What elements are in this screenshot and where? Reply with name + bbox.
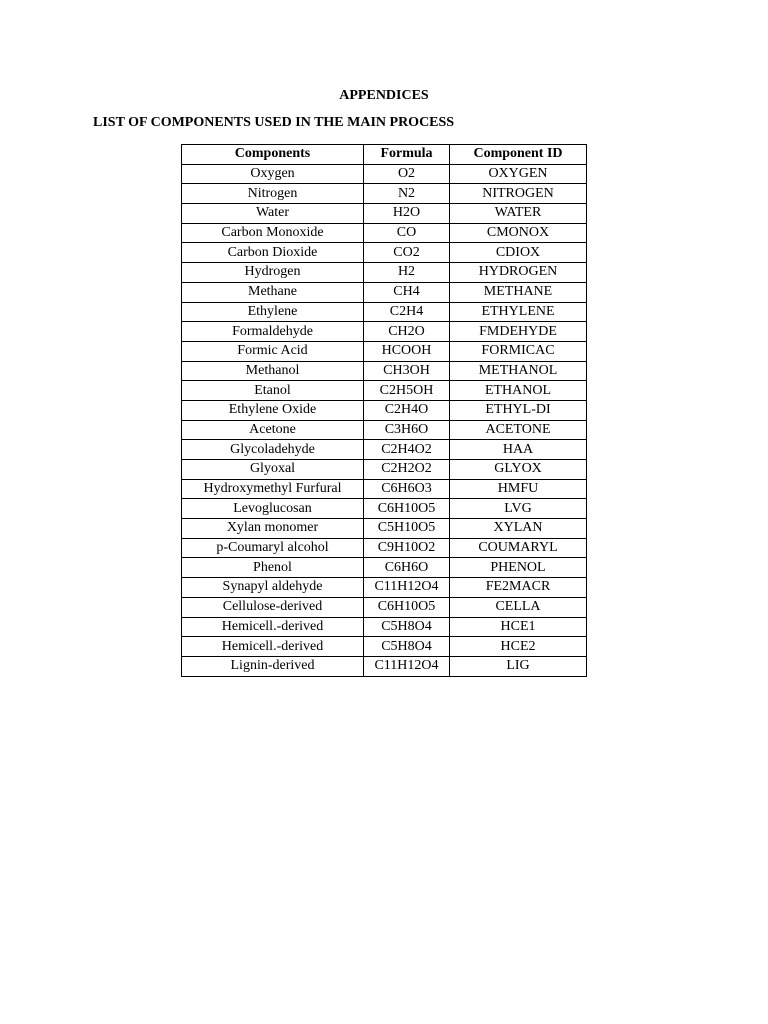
- formula-cell: H2O: [364, 204, 450, 224]
- table-row: [182, 223, 587, 243]
- formula-cell: C9H10O2: [364, 538, 450, 558]
- component-id-cell: ETHYL-DI: [450, 400, 587, 420]
- formula-cell: C11H12O4: [364, 656, 450, 676]
- table-row: [182, 164, 587, 184]
- formula-cell: C5H8O4: [364, 637, 450, 657]
- component-id-cell: GLYOX: [450, 460, 587, 480]
- table-row: [182, 538, 587, 558]
- table-row: [182, 460, 587, 480]
- table-header-row: [182, 145, 587, 165]
- table-row: [182, 322, 587, 342]
- table-row: [182, 578, 587, 598]
- formula-cell: C5H10O5: [364, 519, 450, 539]
- component-name-cell: Formic Acid: [182, 341, 364, 361]
- table-row: [182, 479, 587, 499]
- table-row: [182, 341, 587, 361]
- component-id-cell: FORMICAC: [450, 341, 587, 361]
- component-name-cell: p-Coumaryl alcohol: [182, 538, 364, 558]
- component-id-cell: ETHANOL: [450, 381, 587, 401]
- component-name-cell: Hydrogen: [182, 263, 364, 283]
- component-id-cell: FE2MACR: [450, 578, 587, 598]
- formula-cell: C2H2O2: [364, 460, 450, 480]
- formula-cell: H2: [364, 263, 450, 283]
- components-table: [181, 144, 587, 677]
- component-id-cell: CELLA: [450, 597, 587, 617]
- formula-cell: C3H6O: [364, 420, 450, 440]
- component-id-cell: NITROGEN: [450, 184, 587, 204]
- column-header-formula: Formula: [364, 145, 450, 165]
- component-name-cell: Xylan monomer: [182, 519, 364, 539]
- table-row: [182, 420, 587, 440]
- component-name-cell: Glycoladehyde: [182, 440, 364, 460]
- component-name-cell: Cellulose-derived: [182, 597, 364, 617]
- component-id-cell: OXYGEN: [450, 164, 587, 184]
- table-row: [182, 204, 587, 224]
- formula-cell: C5H8O4: [364, 617, 450, 637]
- component-id-cell: HCE2: [450, 637, 587, 657]
- formula-cell: C2H4O: [364, 400, 450, 420]
- table-row: [182, 400, 587, 420]
- component-name-cell: Hemicell.-derived: [182, 617, 364, 637]
- column-header-components: Components: [182, 145, 364, 165]
- table-row: [182, 637, 587, 657]
- table-row: [182, 381, 587, 401]
- table-row: [182, 243, 587, 263]
- page-title: APPENDICES: [339, 88, 429, 103]
- component-id-cell: HCE1: [450, 617, 587, 637]
- component-id-cell: CDIOX: [450, 243, 587, 263]
- component-name-cell: Water: [182, 204, 364, 224]
- table-row: [182, 440, 587, 460]
- component-name-cell: Ethylene: [182, 302, 364, 322]
- formula-cell: C6H10O5: [364, 499, 450, 519]
- component-name-cell: Levoglucosan: [182, 499, 364, 519]
- component-id-cell: HYDROGEN: [450, 263, 587, 283]
- table-row: [182, 302, 587, 322]
- component-id-cell: CMONOX: [450, 223, 587, 243]
- formula-cell: CH3OH: [364, 361, 450, 381]
- component-id-cell: LVG: [450, 499, 587, 519]
- formula-cell: C6H6O: [364, 558, 450, 578]
- formula-cell: N2: [364, 184, 450, 204]
- formula-cell: CO: [364, 223, 450, 243]
- component-id-cell: FMDEHYDE: [450, 322, 587, 342]
- formula-cell: C2H4O2: [364, 440, 450, 460]
- table-header: [182, 145, 587, 165]
- component-id-cell: COUMARYL: [450, 538, 587, 558]
- component-name-cell: Phenol: [182, 558, 364, 578]
- component-name-cell: Glyoxal: [182, 460, 364, 480]
- formula-cell: C6H10O5: [364, 597, 450, 617]
- table-body: [182, 164, 587, 676]
- component-name-cell: Lignin-derived: [182, 656, 364, 676]
- formula-cell: O2: [364, 164, 450, 184]
- table-row: [182, 184, 587, 204]
- component-name-cell: Hydroxymethyl Furfural: [182, 479, 364, 499]
- component-name-cell: Synapyl aldehyde: [182, 578, 364, 598]
- table-row: [182, 282, 587, 302]
- component-id-cell: METHANE: [450, 282, 587, 302]
- formula-cell: C11H12O4: [364, 578, 450, 598]
- table-row: [182, 519, 587, 539]
- component-name-cell: Hemicell.-derived: [182, 637, 364, 657]
- component-name-cell: Carbon Monoxide: [182, 223, 364, 243]
- table-row: [182, 499, 587, 519]
- component-name-cell: Etanol: [182, 381, 364, 401]
- component-id-cell: ACETONE: [450, 420, 587, 440]
- table-row: [182, 656, 587, 676]
- formula-cell: C6H6O3: [364, 479, 450, 499]
- formula-cell: CH4: [364, 282, 450, 302]
- table-row: [182, 597, 587, 617]
- section-heading: LIST OF COMPONENTS USED IN THE MAIN PROCESS: [93, 115, 455, 130]
- table-row: [182, 361, 587, 381]
- component-name-cell: Nitrogen: [182, 184, 364, 204]
- component-id-cell: LIG: [450, 656, 587, 676]
- column-header-component-id: Component ID: [450, 145, 587, 165]
- component-name-cell: Methanol: [182, 361, 364, 381]
- component-id-cell: ETHYLENE: [450, 302, 587, 322]
- table-row: [182, 617, 587, 637]
- component-name-cell: Methane: [182, 282, 364, 302]
- formula-cell: HCOOH: [364, 341, 450, 361]
- component-name-cell: Ethylene Oxide: [182, 400, 364, 420]
- component-id-cell: METHANOL: [450, 361, 587, 381]
- component-id-cell: HAA: [450, 440, 587, 460]
- component-id-cell: WATER: [450, 204, 587, 224]
- table-row: [182, 558, 587, 578]
- component-id-cell: XYLAN: [450, 519, 587, 539]
- formula-cell: C2H5OH: [364, 381, 450, 401]
- component-name-cell: Carbon Dioxide: [182, 243, 364, 263]
- table-row: [182, 263, 587, 283]
- formula-cell: C2H4: [364, 302, 450, 322]
- component-name-cell: Oxygen: [182, 164, 364, 184]
- formula-cell: CO2: [364, 243, 450, 263]
- component-name-cell: Formaldehyde: [182, 322, 364, 342]
- component-id-cell: HMFU: [450, 479, 587, 499]
- component-name-cell: Acetone: [182, 420, 364, 440]
- component-id-cell: PHENOL: [450, 558, 587, 578]
- formula-cell: CH2O: [364, 322, 450, 342]
